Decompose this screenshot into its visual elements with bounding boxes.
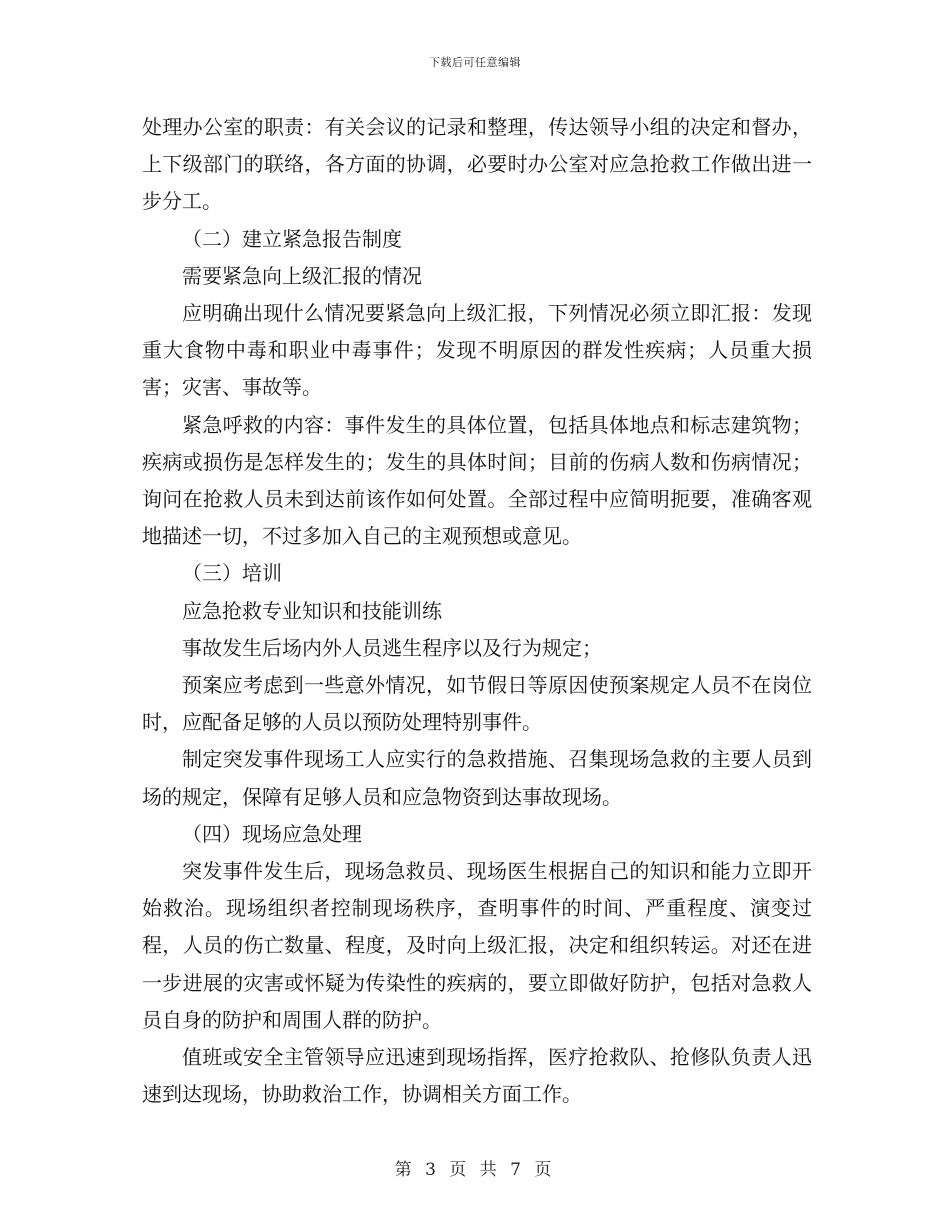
section-heading-onsite-response: （四）现场应急处理: [182, 821, 362, 846]
section-heading-emergency-report: （二）建立紧急报告制度: [182, 226, 402, 251]
section-heading-training: （三）培训: [182, 561, 282, 586]
paragraph-office-duties: 处理办公室的职责：有关会议的记录和整理，传达领导小组的决定和督办，上下级部门的联络，各方面的协调，必要时办公室对应急抢救工作做出进一步分工。: [142, 115, 812, 214]
paragraph-escape-procedure: 事故发生后场内外人员逃生程序以及行为规定；: [182, 635, 602, 660]
paragraph-onsite-treatment: 突发事件发生后，现场急救员、现场医生根据自己的知识和能力立即开始救治。现场组织者控制现场秩序，查明事件的时间、严重程度、演变过程，人员的伤亡数量、程度，及时向上级汇报，决定和组织转运。对还在进一步进展的灾害或怀疑为传染性的疾病的，要立即做好防护，包括对急救人员自身的防护和周围人群的防护。: [142, 859, 812, 1032]
page-number: 第 3 页 共 7 页: [394, 1160, 556, 1180]
paragraph-report-list: 应明确出现什么情况要紧急向上级汇报，下列情况必须立即汇报：发现重大食物中毒和职业中毒事件；发现不明原因的群发性疾病；人员重大损害；灾害、事故等。: [142, 301, 812, 400]
paragraph-call-content: 紧急呼救的内容：事件发生的具体位置，包括具体地点和标志建筑物；疾病或损伤是怎样发生的；发生的具体时间；目前的伤病人数和伤病情况；询问在抢救人员未到达前该作如何处置。全部过程中应简明扼要，准确客观地描述一切，不过多加入自己的主观预想或意见。: [142, 412, 812, 549]
paragraph-report-situations: 需要紧急向上级汇报的情况: [182, 263, 422, 288]
paragraph-first-aid-measures: 制定突发事件现场工人应实行的急救措施、召集现场急救的主要人员到场的规定，保障有足够人员和应急物资到达事故现场。: [142, 747, 812, 809]
paragraph-command-coordination: 值班或安全主管领导应迅速到现场指挥，医疗抢救队、抢修队负责人迅速到达现场，协助救治工作，协调相关方面工作。: [142, 1045, 812, 1107]
paragraph-contingency-staff: 预案应考虑到一些意外情况，如节假日等原因使预案规定人员不在岗位时，应配备足够的人员以预防处理特别事件。: [142, 673, 812, 735]
page-header: 下载后可任意编辑: [429, 56, 521, 69]
document-body: [142, 109, 812, 1113]
paragraph-skills-training: 应急抢救专业知识和技能训练: [182, 598, 442, 623]
